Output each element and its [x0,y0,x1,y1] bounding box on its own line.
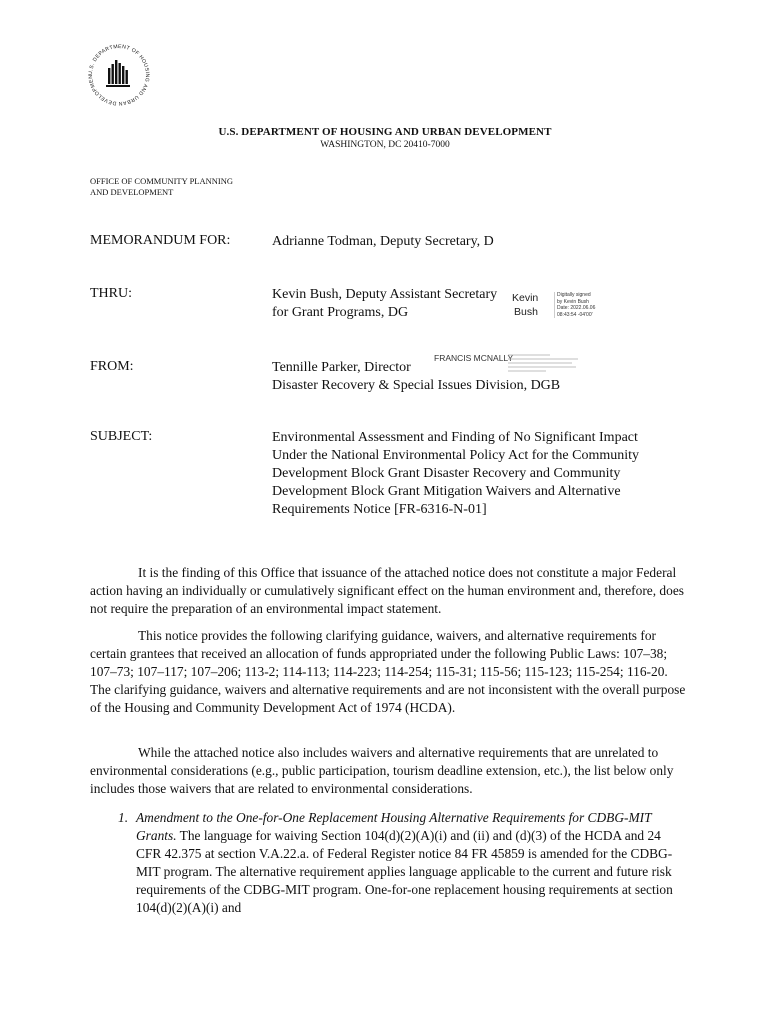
mcnally-signature-name: FRANCIS MCNALLY [434,353,514,363]
memo-from-label: FROM: [90,359,134,374]
office-line-1: OFFICE OF COMMUNITY PLANNING [90,176,234,186]
list-item-number: 1. [118,810,129,825]
bush-sig-line-3: Date: 2022.06.06 [557,305,596,311]
list-item [118,809,678,917]
guidance-paragraph [90,627,690,717]
bush-digital-signature [554,292,595,318]
memo-subject-value [272,429,639,519]
subject-line-1: Environmental Assessment and Finding of No Significant Impact [272,430,638,445]
memo-thru-value [272,286,497,322]
subject-line-3: Development Block Grant Disaster Recovery and Community [272,466,621,481]
memo-for-name: Adrianne Todman, Deputy Secretary, D [272,234,494,249]
list-item-body [136,809,678,917]
office-line-2: AND DEVELOPMENT [90,187,174,197]
list-item-text: The language for waiving Section 104(d)(2)(A)(i) and (ii) and (d)(3) of the HCDA and 24 CFR 42.375 at section V.A.22.a. of Federal Register notice 84 FR 45859 is amended for the CDBG-MIT program. The alternative requirement applies language applicable to the current and future risk requirements of the CDBG-MIT program. One-for-one replacement housing requirements at section 104(d)(2)(A)(i) and [136,828,673,915]
memo-thru-line-1: Kevin Bush, Deputy Assistant Secretary [272,287,498,302]
finding-paragraph [90,564,690,618]
memo-thru-line-2: for Grant Programs, DG [272,305,409,320]
subject-line-4: Development Block Grant Mitigation Waivers and Alternative [272,484,621,499]
paragraph-1: It is the finding of this Office that issuance of the attached notice does not constitute a major Federal action having an individually or cumulatively significant effect on the human environment and, therefore, does not require the preparation of an environmental impact statement. [90,565,684,616]
bush-signature-line-2: Bush [514,306,538,318]
memo-from-line-1: Tennille Parker, Director [272,360,411,375]
subject-line-5: Requirements Notice [FR-6316-N-01] [272,502,487,517]
memo-for-label: MEMORANDUM FOR: [90,233,231,248]
department-address: WASHINGTON, DC 20410-7000 [320,140,450,150]
hud-seal-logo [84,40,154,110]
subject-line-2: Under the National Environmental Policy Act for the Community [272,448,640,463]
memo-for-value [272,233,494,251]
bush-sig-line-1: Digitally signed [557,292,591,298]
department-title: U.S. DEPARTMENT OF HOUSING AND URBAN DEVELOPMENT [218,126,552,138]
mcnally-digital-signature [506,352,580,374]
paragraph-2: This notice provides the following clarifying guidance, waivers, and alternative requirements for certain grantees that received an allocation of funds appropriated under the following Public Laws: 107–38; 107–73; 107–117; 107–206; 113-2; 114-113; 114-223; 114-254; 115-31; 115-56; 115-123; 115-254; 116-20. The clarifying guidance, waivers and alternative requirements and are not inconsistent with the overall purpose of the Housing and Community Development Act of 1974 (HCDA). [90,628,686,715]
bush-sig-line-4: 08:43:54 -04'00' [557,311,593,318]
memo-thru-label: THRU: [90,286,132,301]
scope-paragraph [90,744,690,798]
bush-signature-name [512,291,538,319]
memo-subject-label: SUBJECT: [90,429,153,444]
seal-text: U.S. DEPARTMENT OF HOUSING AND URBAN DEVELOPMEN [87,43,151,107]
bush-sig-line-2: by Kevin Bush [557,298,589,305]
bush-signature-line-1: Kevin [512,292,539,304]
paragraph-3: While the attached notice also includes waivers and alternative requirements that are unrelated to environmental considerations (e.g., public participation, tourism deadline extension, etc.), the list below only includes those waivers that are related to environmental considerations. [90,745,674,796]
office-name [90,176,233,198]
memo-from-line-2: Disaster Recovery & Special Issues Division, DGB [272,378,561,393]
list-item-title: Amendment to the One-for-One Replacement Housing Alternative Requirements for CDBG-MIT Grants. [136,810,652,843]
